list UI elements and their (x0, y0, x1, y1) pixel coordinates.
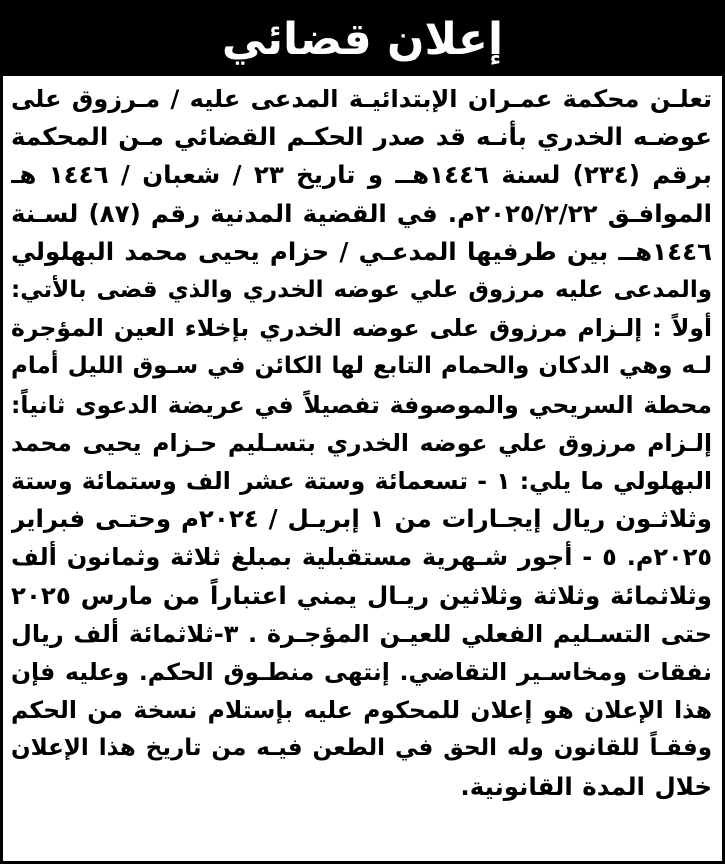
notice-line: وثلاثـون ريال إيجـارات من ١ إبريـل / ٢٠٢٤م وحتـى فبراير (11, 504, 712, 534)
notice-line: حتى التسـليم الفعلي للعيـن المؤجـرة . ٣-ثلاثمائة ألف ريال (11, 619, 712, 648)
notice-line: وثلاثمائة وثلاثة وثلاثين ريـال يمني اعتباراً من مارس ٢٠٢٥ (11, 580, 712, 610)
notice-line: الموافـق ٢٠٢٥/٢/٢٢م. في القضية المدنية رقم (٨٧) لسـنة (11, 198, 712, 228)
notice-line: برقم (٢٣٤) لسنة ١٤٤٦هــ و تاريخ ٢٣ / شعبان / ١٤٤٦ هـ (11, 160, 712, 190)
notice-line: خلال المدة القانونية. (460, 771, 712, 801)
notice-line: تعلـن محكمة عمـران الإبتدائيـة المدعى عليه / مـرزوق على (11, 85, 712, 113)
notice-line: ٢٠٢٥م. ٥ - أجور شـهرية مستقبلية بمبلغ ثلاثة وثمانون ألف (11, 543, 712, 572)
notice-line: نفقات ومخاسـير التقاضي. إنتهى منطـوق الحكم. وعليه فإن (11, 658, 712, 687)
notice-header (3, 3, 722, 76)
notice-line: إلـزام مرزوق علي عوضه الخدري بتسـليم حـزام يحيى محمد (11, 428, 712, 457)
notice-line: أولاً : إلـزام مرزوق على عوضه الخدري بإخلاء العين المؤجرة (11, 314, 712, 343)
notice-line: ١٤٤٦هــ بين طرفيها المدعـي / حزام يحيى محمد البهلولي (11, 236, 712, 266)
notice-line: محطة السريحي والموصوفة تفصيلاً في عريضة الدعوى ثانياً: (11, 390, 712, 419)
notice-body (3, 76, 722, 806)
notice-line: البهلولي ما يلي: ١ - تسعمائة وستة عشر الف وستمائة وستة (11, 467, 712, 496)
notice-line: عوضـه الخدري بأنـه قد صدر الحكـم القضائي مـن المحكمة (11, 122, 712, 152)
notice-title: إعلان قضائي (221, 13, 504, 65)
notice-line: لـه وهي الدكان والحمام التابع لها الكائن في سـوق الليل أمام (11, 353, 712, 380)
notice-line: والمدعى عليه مرزوق علي عوضه الخدري والذي قضى بالأتي: (11, 277, 712, 304)
notice-line: وفقـاً للقانون وله الحق في الطعن فيـه من تاريخ هذا الإعلان (11, 735, 712, 762)
notice-line: هذا الإعلان هو إعلان للمحكوم عليه بإستلام نسخة من الحكم (11, 696, 712, 725)
